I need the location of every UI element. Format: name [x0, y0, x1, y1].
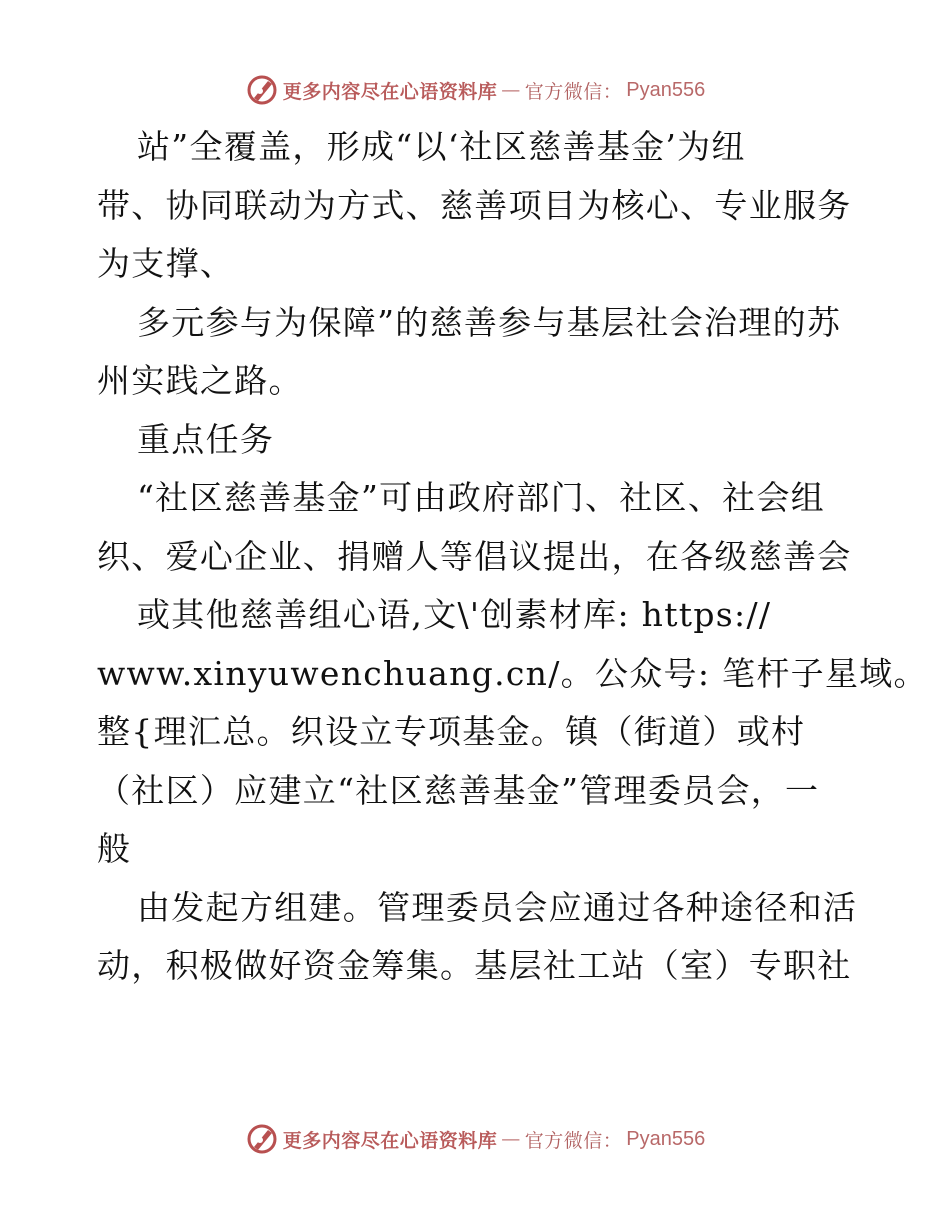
text-line: 或其他慈善组心语,文\'创素材库: https://: [137, 595, 772, 634]
pen-seal-logo-icon: [245, 73, 279, 107]
text-line: 多元参与为保障”的慈善参与基层社会治理的苏: [137, 302, 842, 342]
pen-seal-logo-icon: [245, 1122, 279, 1156]
text-line: 般: [97, 829, 132, 868]
text-line: “社区慈善基金”可由政府部门、社区、社会组: [137, 478, 826, 517]
watermark-handle: Pyan556: [626, 1127, 706, 1150]
watermark-side-text: 官方微信：: [524, 1129, 623, 1152]
text-line: 州实践之路。: [97, 361, 303, 400]
text-line: www.xinyuwenchuang.cn/。公众号: 笔杆子星域。: [97, 653, 928, 693]
text-line: 为支撑、: [97, 244, 235, 283]
watermark-dash: —: [501, 1128, 521, 1150]
watermark-handle: Pyan556: [626, 78, 706, 101]
section-heading: 重点任务: [137, 419, 275, 459]
text-line: 整{理汇总。织设立专项基金。镇（街道）或村: [97, 712, 806, 751]
watermark-main-text: 更多内容尽在心语资料库: [282, 80, 498, 103]
document-body: [97, 118, 928, 996]
watermark-dash: —: [501, 79, 521, 101]
text-line: 站”全覆盖，形成“以‘社区慈善基金’为纽: [137, 127, 746, 166]
text-line: 织、爱心企业、捐赠人等倡议提出，在各级慈善会: [97, 536, 852, 576]
watermark-side-text: 官方微信：: [524, 80, 623, 103]
text-line: 动，积极做好资金筹集。基层社工站（室）专职社: [97, 946, 852, 985]
footer-watermark: [0, 1119, 950, 1159]
text-line: 带、协同联动为方式、慈善项目为核心、专业服务: [97, 185, 852, 225]
text-line: （社区）应建立“社区慈善基金”管理委员会，一: [97, 770, 820, 810]
header-watermark: [0, 70, 950, 110]
watermark-main-text: 更多内容尽在心语资料库: [282, 1129, 498, 1152]
text-line: 由发起方组建。管理委员会应通过各种途径和活: [137, 887, 858, 927]
